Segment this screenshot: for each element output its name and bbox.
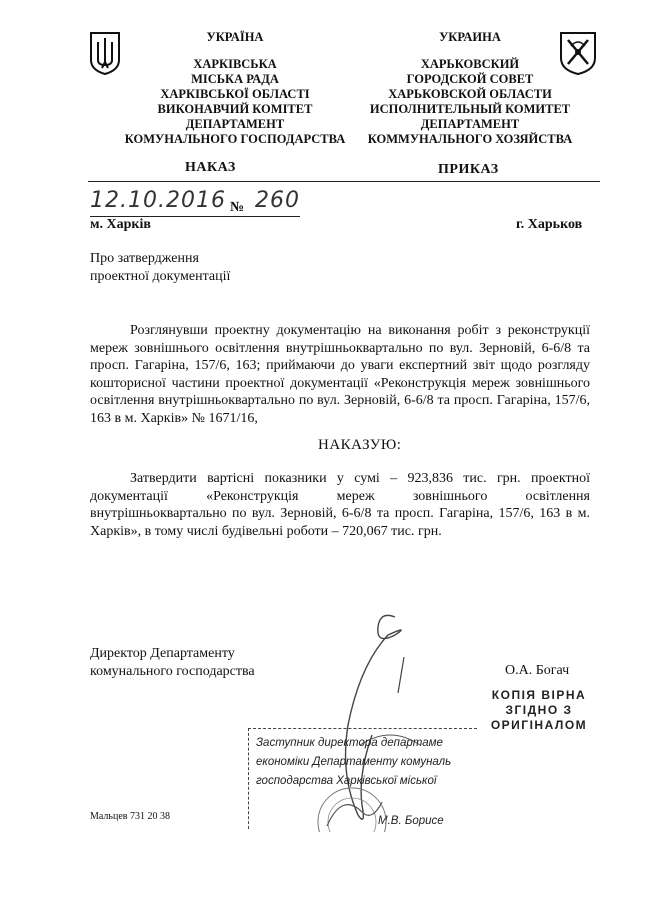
executor: Мальцев 731 20 38	[90, 811, 170, 822]
header-right-line: ДЕПАРТАМЕНТ	[420, 117, 520, 131]
order-word: НАКАЗУЮ:	[318, 437, 402, 453]
certification-stamp-line: Заступник директора департаме	[256, 737, 443, 749]
city-left: м. Харків	[90, 217, 151, 232]
header-left-line: МІСЬКА РАДА	[191, 72, 279, 86]
certification-stamp-line: господарства Харківської міської	[256, 775, 437, 787]
signatory-name: О.А. Богач	[505, 663, 570, 678]
copy-stamp-line: ОРИГІНАЛОМ	[490, 718, 588, 732]
copy-stamp	[484, 688, 594, 733]
header-right-line: ИСПОЛНИТЕЛЬНЫЙ КОМИТЕТ	[369, 102, 571, 116]
doc-type-right: ПРИКАЗ	[438, 162, 499, 177]
header-right-country: УКРАИНА	[439, 30, 501, 44]
header-left-country: УКРАЇНА	[206, 30, 264, 44]
header-left-line: ХАРКІВСЬКА	[193, 57, 277, 71]
certification-stamp-name: М.В. Борисе	[378, 815, 444, 827]
subject-line: Про затвердження	[90, 251, 199, 266]
doc-type-left: НАКАЗ	[185, 160, 236, 175]
signatory-position-line: комунального господарства	[90, 663, 255, 679]
city-right: г. Харьков	[516, 217, 583, 232]
signatory-position	[90, 645, 255, 680]
header-right-line: ХАРЬКОВСКИЙ	[420, 57, 520, 71]
header-right-line: ХАРЬКОВСКОЙ ОБЛАСТИ	[388, 87, 552, 101]
number-label: №	[230, 200, 245, 215]
header-right-line: ГОРОДСКОЙ СОВЕТ	[406, 72, 534, 86]
header-left-line: ВИКОНАВЧИЙ КОМІТЕТ	[157, 102, 313, 116]
doc-number: 260	[255, 188, 300, 213]
header-left-line: КОМУНАЛЬНОГО ГОСПОДАРСТВА	[124, 132, 346, 146]
paragraph-decision: Затвердити вартісні показники у сумі – 923,836 тис. грн. проектної документації «Реконструкція мереж зовнішнього освітлення внутрішньоквартально по вул. Зерновій, 6-6/8 та просп. Гагаріна, 157/6, 163 в м. Харків», в тому числі будівельні роботи – 720,067 тис. грн.	[90, 471, 590, 539]
header-right-line: КОММУНАЛЬНОГО ХОЗЯЙСТВА	[367, 132, 573, 146]
doc-date: 12.10.2016	[90, 188, 226, 213]
copy-stamp-line: КОПІЯ ВІРНА	[491, 688, 587, 702]
subject	[90, 250, 230, 285]
header-left-line: ХАРКІВСЬКОЇ ОБЛАСТІ	[160, 87, 310, 101]
signatory-position-line: Директор Департаменту	[90, 646, 235, 661]
header-right	[345, 30, 595, 147]
seal-icon	[312, 782, 392, 832]
header-left	[95, 30, 375, 147]
certification-stamp-line: економіки Департаменту комуналь	[256, 756, 452, 768]
paragraph-preamble: Розглянувши проектну документацію на виконання робіт з реконструкції мереж зовнішнього освітлення внутрішньоквартально по вул. Зерновій, 6-6/8 та просп. Гагаріна, 157/6, 163; приймаючи до уваги експертний звіт щодо розгляду кошторисної частини проектної документації «Реконструкція мереж зовнішнього освітлення внутрішньоквартально по вул. Зерновій, 6-6/8 та просп. Гагаріна, 157/6, 163 в м. Харків» № 1671/16,	[90, 323, 590, 426]
subject-line: проектної документації	[90, 268, 231, 284]
header-divider	[88, 181, 600, 182]
header-left-line: ДЕПАРТАМЕНТ	[185, 117, 285, 131]
copy-stamp-line: ЗГІДНО З	[505, 703, 573, 717]
